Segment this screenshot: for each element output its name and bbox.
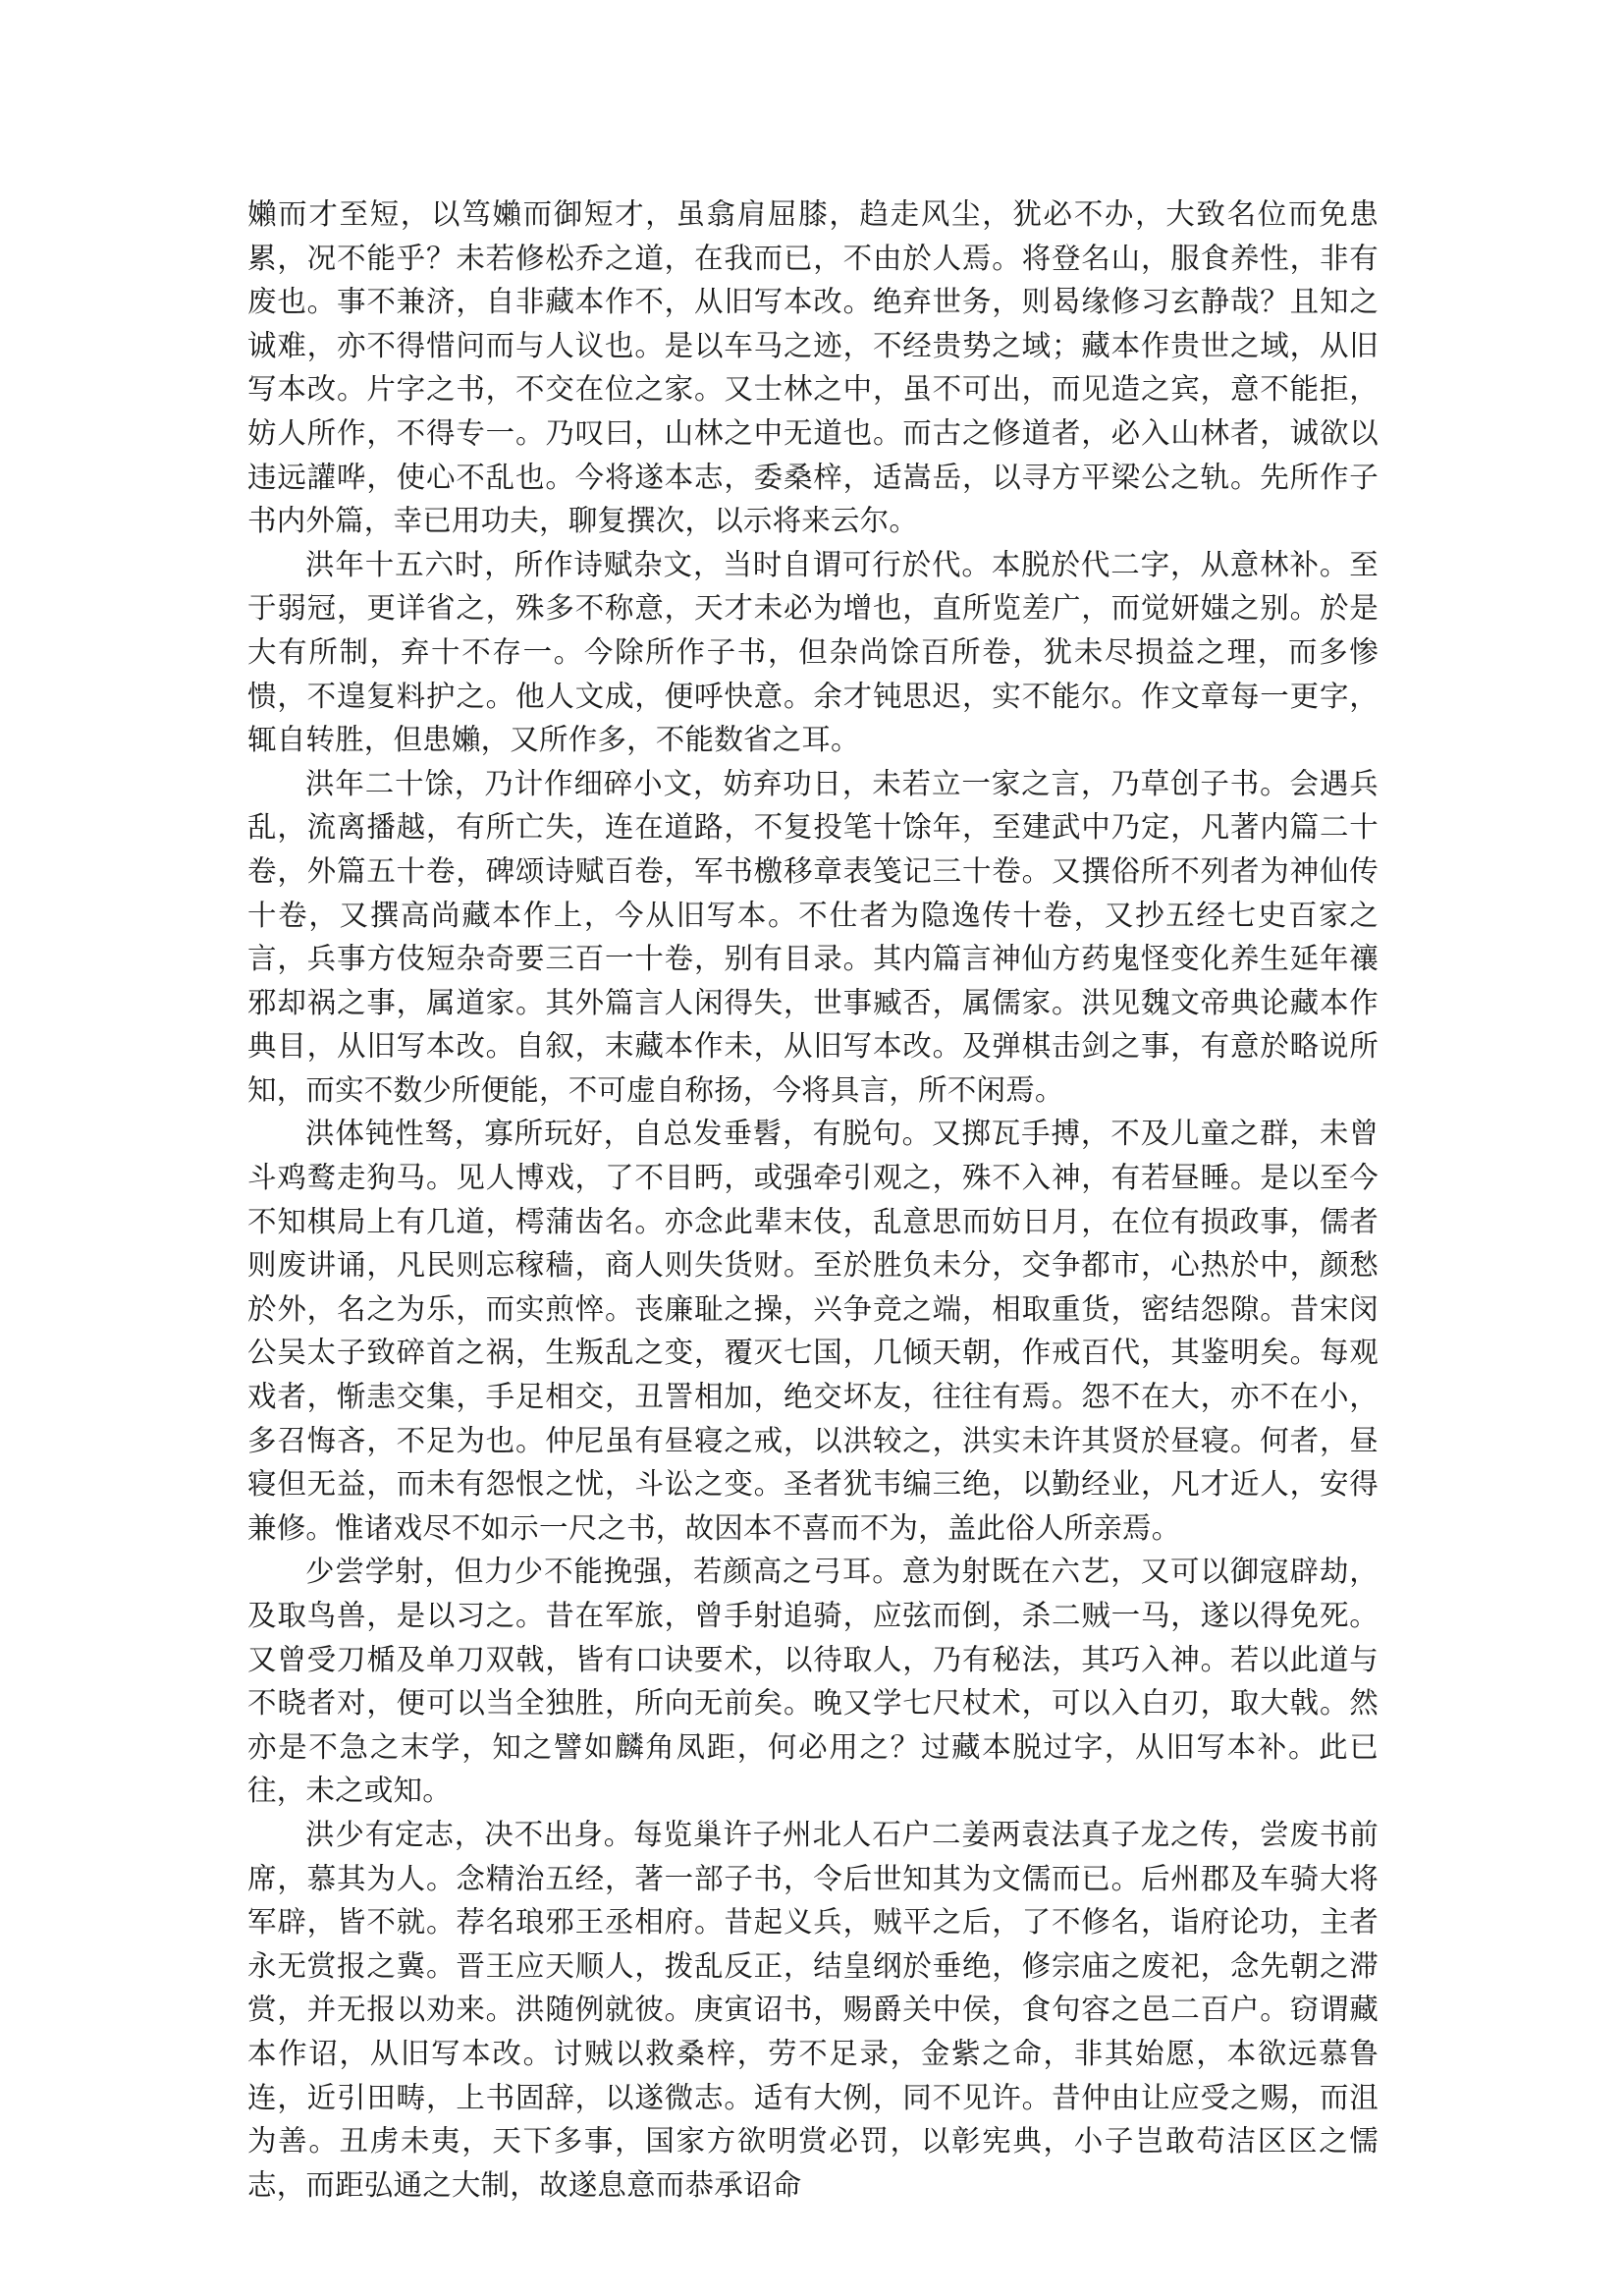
paragraph-4: 洪体钝性驽，寡所玩好，自总发垂髫，有脱句。又掷瓦手搏，不及儿童之群，未曾斗鸡鹜走狗马。见人博戏，了不目眄，或强牵引观之，殊不入神，有若昼睡。是以至今不知棋局上有几道，樗蒲齿名。亦念此辈末伎，乱意思而妨日月，在位有损政事，儒者则废讲诵，凡民则忘稼穑，商人则失货财。至於胜负未分，交争都市，心热於中，颜愁於外，名之为乐，而实煎悴。丧廉耻之操，兴争竞之端，相取重货，密结怨隙。昔宋闵公吴太子致碎首之祸，生叛乱之变，覆灭七国，几倾天朝，作戒百代，其鉴明矣。每观戏者，惭恚交集，手足相交，丑詈相加，绝交坏友，往往有焉。怨不在大，亦不在小，多召悔吝，不足为也。仲尼虽有昼寝之戒，以洪较之，洪实未许其贤於昼寝。何者，昼寝但无益，而未有怨恨之忧，斗讼之变。圣者犹韦编三绝，以勤经业，凡才近人，安得兼修。惟诸戏尽不如示一尺之书，故因本不喜而不为，盖此俗人所亲焉。 xyxy=(247,1117,1379,1545)
paragraph-5: 少尝学射，但力少不能挽强，若颜高之弓耳。意为射既在六艺，又可以御寇辟劫，及取鸟兽，是以习之。昔在军旅，曾手射追骑，应弦而倒，杀二贼一马，遂以得免死。又曾受刀楯及单刀双戟，皆有口诀要术，以待取人，乃有秘法，其巧入神。若以此道与不晓者对，便可以当全独胜，所向无前矣。晚又学七尺杖术，可以入白刃，取大戟。然亦是不急之末学，知之譬如麟角凤距，何必用之？过藏本脱过字，从旧写本补。此已往，未之或知。 xyxy=(247,1555,1379,1808)
paragraph-2: 洪年十五六时，所作诗赋杂文，当时自谓可行於代。本脱於代二字，从意林补。至于弱冠，更详省之，殊多不称意，天才未必为增也，直所览差广，而觉妍媸之别。於是大有所制，弃十不存一。今除所作子书，但杂尚馀百所卷，犹未尽损益之理，而多惨愦，不遑复料护之。他人文成，便呼快意。余才钝思迟，实不能尔。作文章每一更字，辄自转胜，但患嬾，又所作多，不能数省之耳。 xyxy=(247,547,1379,757)
document-body xyxy=(247,192,1379,2207)
paragraph-1: 嬾而才至短，以笃嬾而御短才，虽翕肩屈膝，趋走风尘，犹必不办，大致名位而免患累，况不能乎？未若修松乔之道，在我而已，不由於人焉。将登名山，服食养性，非有废也。事不兼济，自非藏本作不，从旧写本改。绝弃世务，则曷缘修习玄静哉？且知之诚难，亦不得惜问而与人议也。是以车马之迹，不经贵势之域；藏本作贵世之域，从旧写本改。片字之书，不交在位之家。又士林之中，虽不可出，而见造之宾，意不能拒，妨人所作，不得专一。乃叹曰，山林之中无道也。而古之修道者，必入山林者，诚欲以违远讙哗，使心不乱也。今将遂本志，委桑梓，适嵩岳，以寻方平梁公之轨。先所作子书内外篇，幸已用功夫，聊复撰次，以示将来云尔。 xyxy=(247,197,1379,538)
paragraph-6: 洪少有定志，决不出身。每览巢许子州北人石户二姜两袁法真子龙之传，尝废书前席，慕其为人。念精治五经，著一部子书，令后世知其为文儒而已。后州郡及车骑大将军辟，皆不就。荐名琅邪王丞相府。昔起义兵，贼平之后，了不修名，诣府论功，主者永无赏报之冀。晋王应天顺人，拨乱反正，结皇纲於垂绝，修宗庙之废祀，念先朝之滞赏，并无报以劝来。洪随例就彼。庚寅诏书，赐爵关中侯，食句容之邑二百户。窃谓藏本作诏，从旧写本改。讨贼以救桑梓，劳不足录，金紫之命，非其始愿，本欲远慕鲁连，近引田畴，上书固辞，以遂微志。适有大例，同不见许。昔仲由让应受之赐，而沮为善。丑虏未夷，天下多事，国家方欲明赏必罚，以彰宪典，小子岂敢苟洁区区之懦志，而距弘通之大制，故遂息意而恭承诏命 xyxy=(247,1817,1379,2202)
paragraph-3: 洪年二十馀，乃计作细碎小文，妨弃功日，未若立一家之言，乃草创子书。会遇兵乱，流离播越，有所亡失，连在道路，不复投笔十馀年，至建武中乃定，凡著内篇二十卷，外篇五十卷，碑颂诗赋百卷，军书檄移章表笺记三十卷。又撰俗所不列者为神仙传十卷，又撰高尚藏本作上，今从旧写本。不仕者为隐逸传十卷，又抄五经七史百家之言，兵事方伎短杂奇要三百一十卷，别有目录。其内篇言神仙方药鬼怪变化养生延年禳邪却祸之事，属道家。其外篇言人闲得失，世事臧否，属儒家。洪见魏文帝典论藏本作典目，从旧写本改。自叙，末藏本作未，从旧写本改。及弹棋击剑之事，有意於略说所知，而实不数少所便能，不可虚自称扬，今将具言，所不闲焉。 xyxy=(247,766,1379,1107)
